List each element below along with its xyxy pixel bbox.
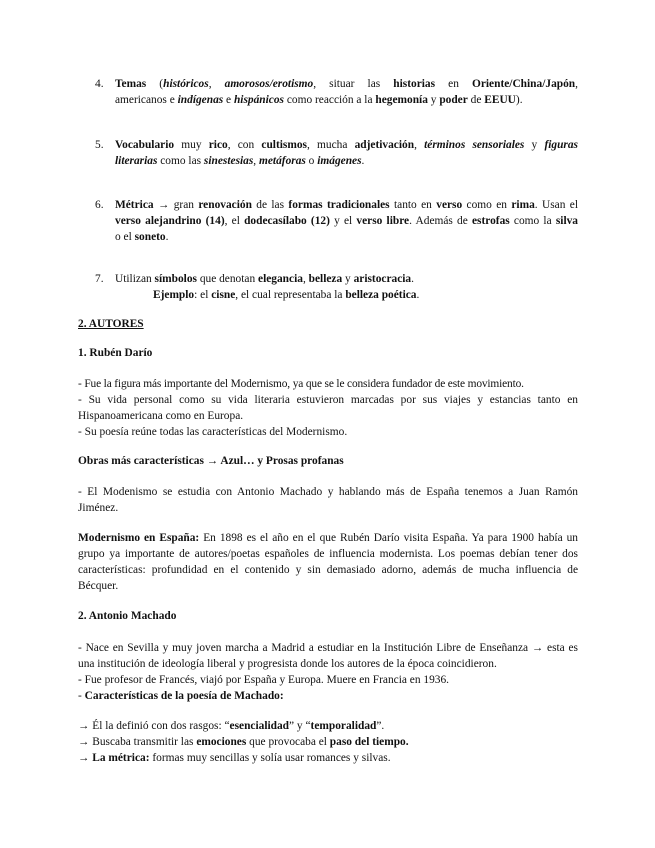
- list-number: 6.: [95, 199, 104, 211]
- dario-line: - Fue la figura más importante del Modernismo, ya que se le considera fundador de este movimiento.: [78, 378, 524, 390]
- example-line: Ejemplo: el cisne, el cual representaba la belleza poética.: [153, 289, 420, 301]
- list-number: 7.: [95, 273, 104, 285]
- list-item-line: Métrica → gran renovación de las formas tradicionales tanto en verso como en rima. Usan el: [115, 199, 578, 211]
- machado-intro: - El Modenismo se estudia con Antonio Machado y hablando más de España tenemos a Juan Ramón Jiménez.: [78, 486, 578, 514]
- machado-arrow-item: → La métrica: formas muy sencillas y solía usar romances y silvas.: [78, 752, 391, 764]
- modernismo-espana-paragraph: Modernismo en España: En 1898 es el año en el que Rubén Darío visita España. Ya para 1900 había un grupo ya importante de autores/poetas españoles de influencia modernista. Los poemas debían tener dos características: profundidad en el contenido y sin demasiado adorno, además de mucha influencia de Bécquer.: [78, 532, 578, 592]
- machado-line: - Características de la poesía de Machado:: [78, 690, 284, 702]
- section-title: 2. AUTORES: [78, 318, 144, 330]
- machado-arrow-item: → Él la definió con dos rasgos: “esencialidad” y “temporalidad”.: [78, 720, 385, 732]
- machado-line: - Nace en Sevilla y muy joven marcha a Madrid a estudiar en la Institución Libre de Enseñanza → esta es una institución de ideología liberal y progresista donde los autores de la época coincidieron.: [78, 642, 578, 670]
- list-item-line: Vocabulario muy rico, con cultismos, mucha adjetivación, términos sensoriales y figuras: [115, 139, 578, 151]
- dario-line: - Su poesía reúne todas las características del Modernismo.: [78, 426, 348, 438]
- list-item-line: Utilizan símbolos que denotan elegancia, belleza y aristocracia.: [115, 273, 414, 285]
- author-title-dario: 1. Rubén Darío: [78, 347, 153, 359]
- list-item-line: verso alejandrino (14), el dodecasílabo (12) y el verso libre. Además de estrofas como la silva: [115, 215, 578, 227]
- obras-heading: Obras más características → Azul… y Prosas profanas: [78, 455, 344, 467]
- dario-line: - Su vida personal como su vida literaria estuvieron marcadas por sus viajes y estancias tanto en Hispanoamericana como en Europa.: [78, 394, 578, 422]
- machado-line: - Fue profesor de Francés, viajó por España y Europa. Muere en Francia en 1936.: [78, 674, 450, 686]
- machado-arrow-item: → Buscaba transmitir las emociones que provocaba el paso del tiempo.: [78, 736, 409, 748]
- list-item-line: Temas (históricos, amorosos/erotismo, situar las historias en Oriente/China/Japón,: [115, 78, 578, 90]
- list-item-line: o el soneto.: [115, 231, 169, 243]
- author-title-machado: 2. Antonio Machado: [78, 610, 177, 622]
- list-item-line: literarias como las sinestesias, metáforas o imágenes.: [115, 155, 365, 167]
- list-item-line: americanos e indígenas e hispánicos como reacción a la hegemonía y poder de EEUU).: [115, 94, 523, 106]
- list-number: 5.: [95, 139, 104, 151]
- list-number: 4.: [95, 78, 104, 90]
